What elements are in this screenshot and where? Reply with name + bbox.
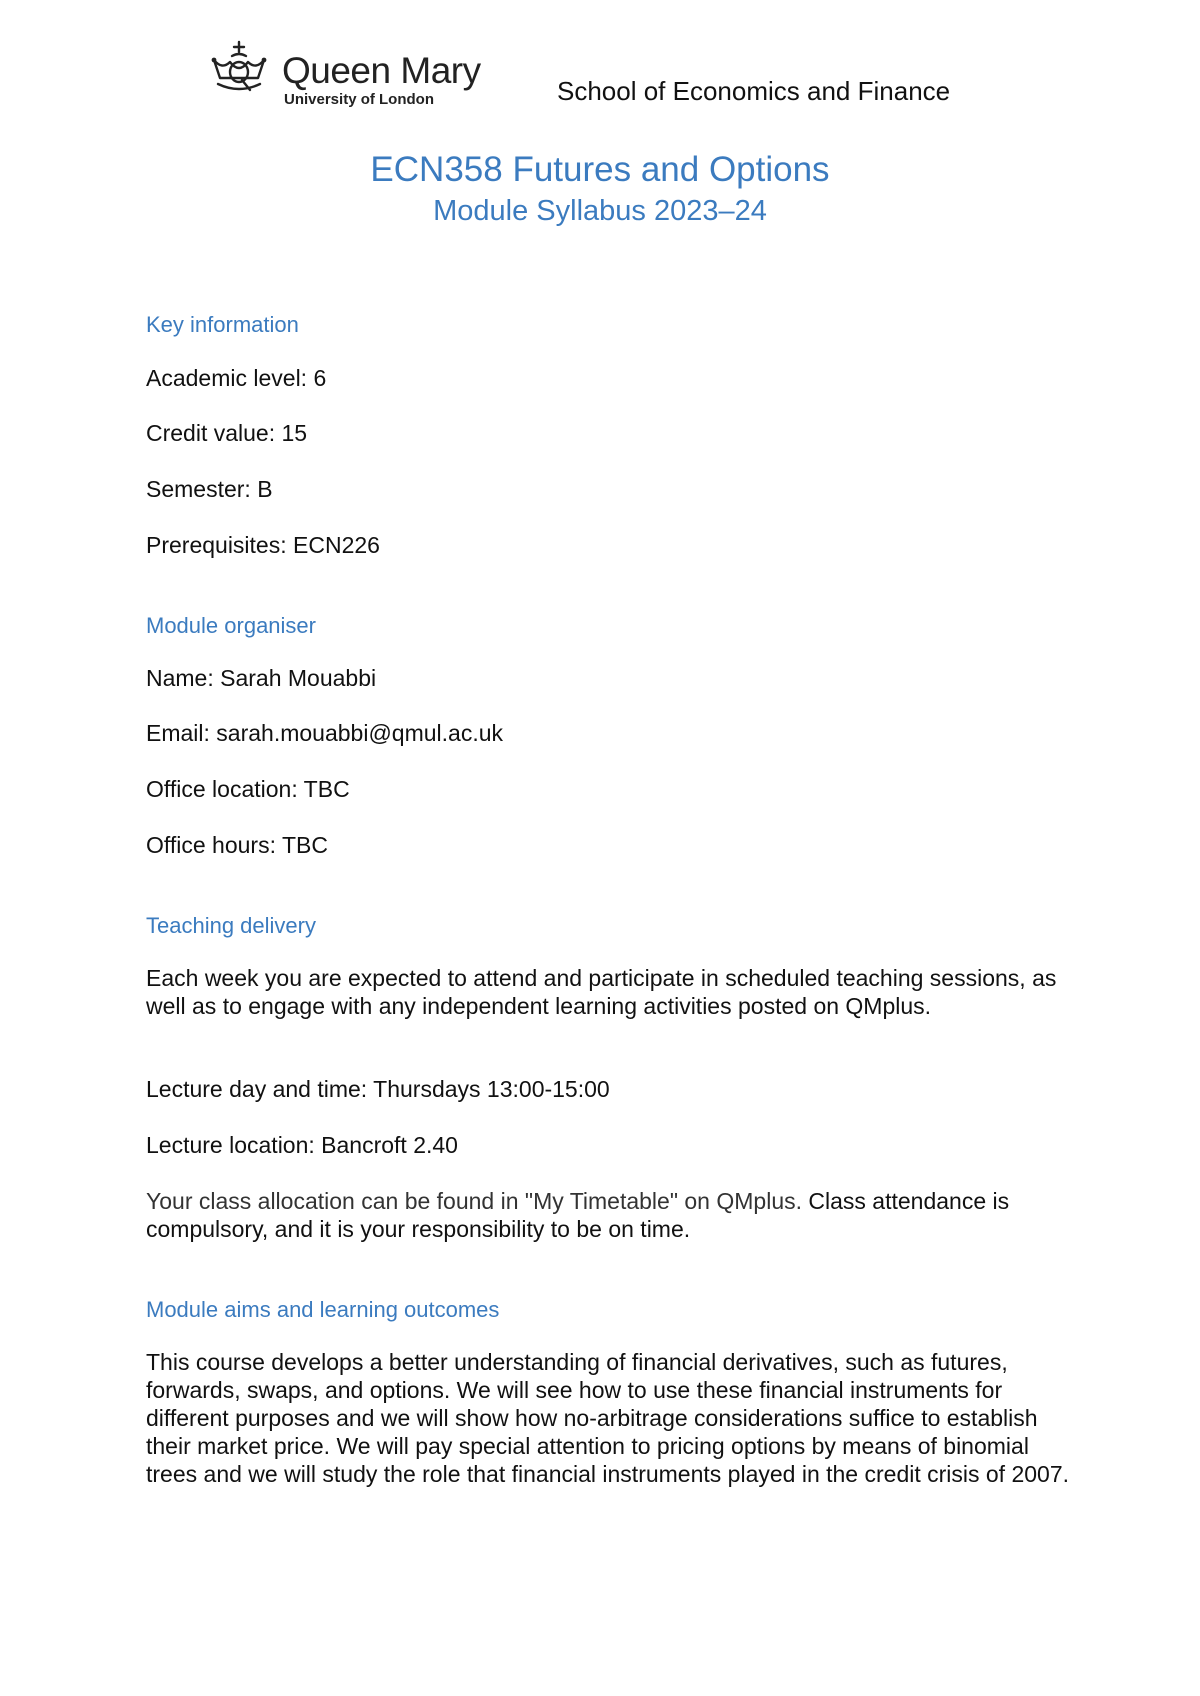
key-info-credit-value: Credit value: 15 [146, 420, 308, 446]
queen-mary-logo [208, 40, 481, 110]
module-title: ECN358 Futures and Options [370, 150, 830, 189]
lecture-day-time: Lecture day and time: Thursdays 13:00-15:00 [146, 1076, 610, 1102]
class-attendance-text: Class attendance is compulsory, and it is your responsibility to be on time. [146, 1188, 1010, 1242]
section-heading-teaching-delivery: Teaching delivery [146, 913, 316, 938]
module-subtitle: Module Syllabus 2023–24 [433, 195, 767, 227]
logo-wordmark: Queen Mary [282, 50, 481, 91]
section-heading-module-aims: Module aims and learning outcomes [146, 1297, 500, 1322]
organiser-office-location: Office location: TBC [146, 776, 350, 802]
crown-icon [208, 40, 270, 96]
class-allocation-note [146, 1187, 1071, 1243]
logo-subtitle: University of London [284, 91, 434, 108]
organiser-email: Email: sarah.mouabbi@qmul.ac.uk [146, 720, 504, 746]
key-info-academic-level: Academic level: 6 [146, 365, 327, 391]
organiser-office-hours: Office hours: TBC [146, 832, 328, 858]
module-aims-body: This course develops a better understanding of financial derivatives, such as futures, forwards, swaps, and options. We will see how to use these financial instruments for different purposes and we will show how no-arbitrage considerations suffice to establish their market price. We will pay special attention to pricing options by means of binomial trees and we will study the role that financial instruments played in the credit crisis of 2007. [146, 1349, 1070, 1487]
teaching-delivery-intro: Each week you are expected to attend and participate in scheduled teaching sessions, as well as to engage with any independent learning activities posted on QMplus. [146, 965, 1057, 1019]
organiser-name: Name: Sarah Mouabbi [146, 665, 377, 691]
class-allocation-text: Your class allocation can be found in "My Timetable" on QMplus. [146, 1188, 802, 1214]
section-heading-module-organiser: Module organiser [146, 613, 316, 638]
lecture-location: Lecture location: Bancroft 2.40 [146, 1132, 458, 1158]
key-info-semester: Semester: B [146, 476, 273, 502]
key-info-prerequisites: Prerequisites: ECN226 [146, 532, 380, 558]
school-name: School of Economics and Finance [557, 76, 951, 106]
section-heading-key-information: Key information [146, 312, 299, 337]
